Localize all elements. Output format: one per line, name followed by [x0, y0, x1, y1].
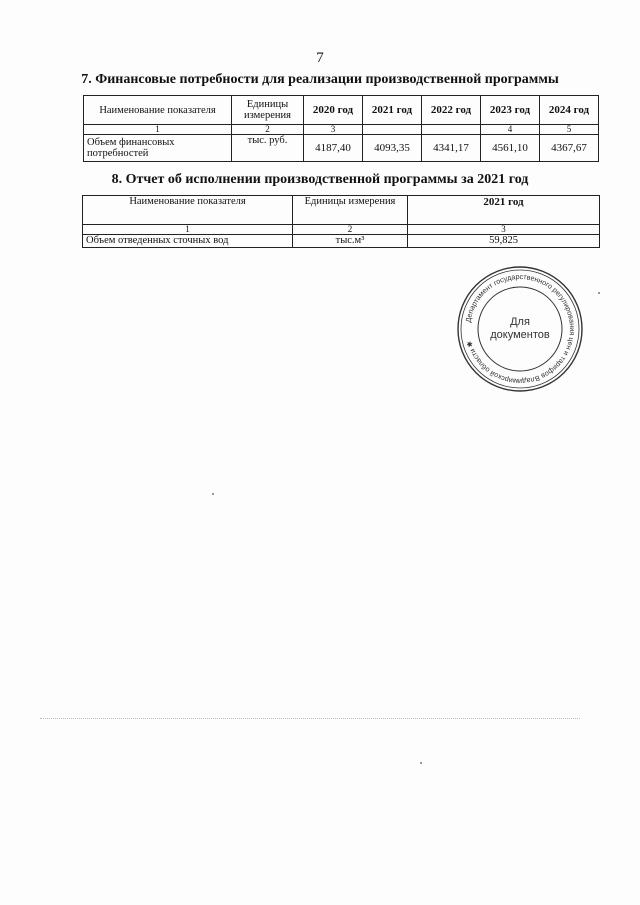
col-num-1: 1 [84, 125, 232, 135]
scan-speck [598, 292, 600, 294]
row-name: Объем финансовых потребностей [84, 135, 232, 162]
column-number-row [84, 125, 599, 135]
header-name: Наименование показателя [83, 196, 293, 225]
official-stamp [455, 264, 585, 394]
row-unit: тыс. руб. [232, 135, 304, 162]
header-2024: 2024 год [540, 96, 599, 125]
page-number: 7 [316, 50, 324, 66]
table-row [84, 135, 599, 162]
scan-speck [420, 762, 422, 764]
header-2020: 2020 год [304, 96, 363, 125]
stamp-line-2: документов [490, 329, 550, 341]
stamp-ring-text: Департамент государственного регулирования цен и тарифов Владимирской области ✱ [463, 271, 578, 387]
header-unit: Единицы измерения [293, 196, 408, 225]
scan-speck [212, 493, 214, 495]
section-7-title: 7. Финансовые потребности для реализации производственной программы [81, 72, 559, 87]
col-num-4 [363, 125, 422, 135]
value-2023: 4561,10 [481, 135, 540, 162]
col-num-1: 1 [83, 225, 293, 235]
col-num-3: 3 [304, 125, 363, 135]
value-2024: 4367,67 [540, 135, 599, 162]
col-num-2: 2 [232, 125, 304, 135]
header-unit: Единицы измерения [232, 96, 304, 125]
program-report-table [82, 195, 600, 248]
column-number-row [83, 225, 600, 235]
header-2022: 2022 год [422, 96, 481, 125]
row-value: 59,825 [408, 235, 600, 248]
col-num-3: 3 [408, 225, 600, 235]
header-2021: 2021 год [363, 96, 422, 125]
table-row [83, 235, 600, 248]
header-2021: 2021 год [408, 196, 600, 225]
stamp-center [455, 264, 585, 394]
row-name: Объем отведенных сточных вод [83, 235, 293, 248]
header-2023: 2023 год [481, 96, 540, 125]
financial-needs-table [83, 95, 599, 162]
faint-scan-line [40, 718, 580, 721]
table-header-row [83, 196, 600, 225]
row-unit: тыс.м³ [293, 235, 408, 248]
section-8-title: 8. Отчет об исполнении производственной программы за 2021 год [111, 172, 529, 187]
header-name: Наименование показателя [84, 96, 232, 125]
value-2022: 4341,17 [422, 135, 481, 162]
stamp-line-1: Для [510, 316, 530, 328]
table-header-row [84, 96, 599, 125]
value-2021: 4093,35 [363, 135, 422, 162]
col-num-6: 4 [481, 125, 540, 135]
value-2020: 4187,40 [304, 135, 363, 162]
col-num-7: 5 [540, 125, 599, 135]
col-num-5 [422, 125, 481, 135]
col-num-2: 2 [293, 225, 408, 235]
